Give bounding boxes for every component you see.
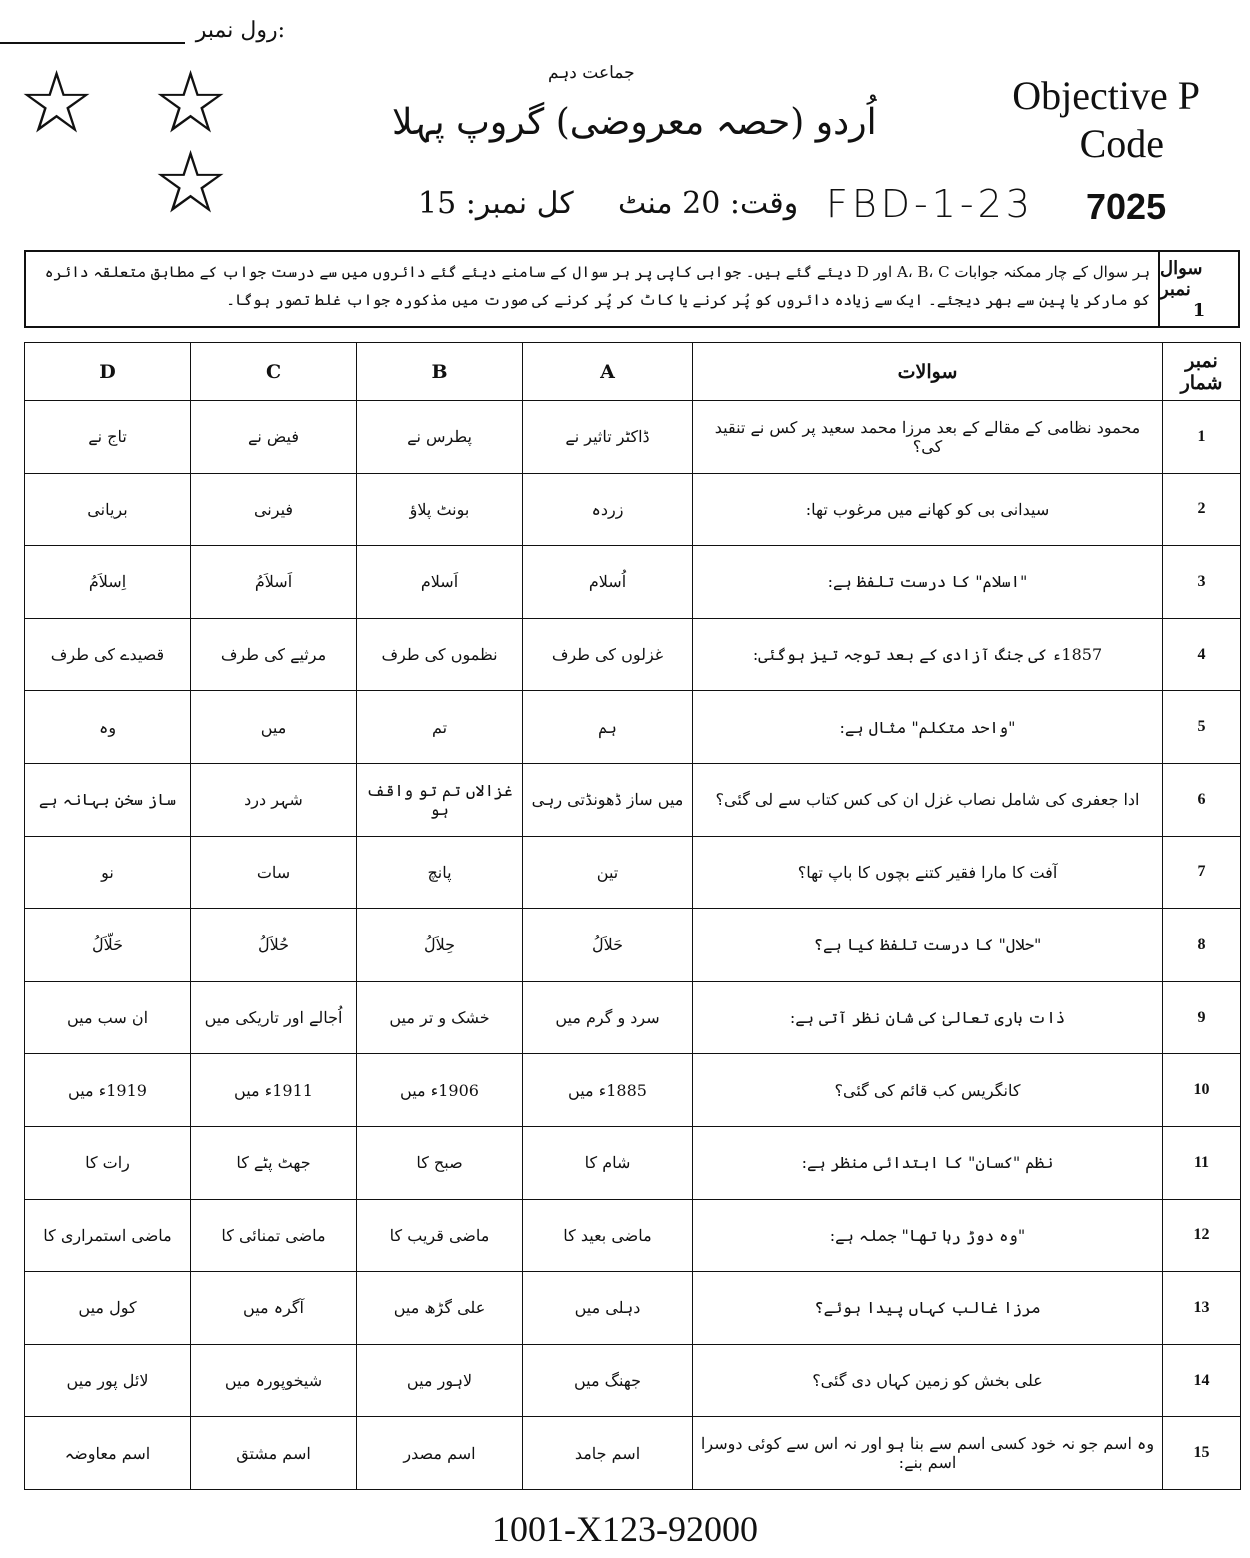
table-row (25, 691, 1241, 764)
option-b-cell: حِلاَلُ (357, 909, 523, 982)
option-a-cell: حَلاَلُ (523, 909, 693, 982)
option-c-cell: 1911ء میں (191, 1054, 357, 1127)
option-b-cell: صبح کا (357, 1126, 523, 1199)
question-number-cell: 6 (1163, 763, 1241, 836)
question-text-cell: "وہ دوڑ رہا تھا" جملہ ہے: (693, 1199, 1163, 1272)
header-option-d: D (25, 343, 191, 401)
mcq-table (24, 342, 1241, 1490)
option-c-cell: اُجالے اور تاریکی میں (191, 981, 357, 1054)
question-number-cell: 1 (1163, 401, 1241, 474)
option-a-cell: ڈاکٹر تاثیر نے (523, 401, 693, 474)
subject-title: اُردو (حصہ معروضی) گروپ پہلا (392, 102, 877, 143)
question-number-cell: 9 (1163, 981, 1241, 1054)
table-row (25, 1126, 1241, 1199)
board-code: FBD-1-23 (826, 182, 1034, 226)
question-text-cell: "حلال" کا درست تلفظ کیا ہے؟ (693, 909, 1163, 982)
option-b-cell: تم (357, 691, 523, 764)
question-number-cell: 7 (1163, 836, 1241, 909)
option-d-cell: اِسلاَمُ (25, 546, 191, 619)
table-row (25, 1272, 1241, 1345)
option-d-cell: نو (25, 836, 191, 909)
option-d-cell: اسم معاوضہ (25, 1417, 191, 1490)
option-a-cell: زردہ (523, 473, 693, 546)
instruction-box (24, 250, 1240, 328)
question-text-cell: محمود نظامی کے مقالے کے بعد مرزا محمد سعید پر کس نے تنقید کی؟ (693, 401, 1163, 474)
question-number-cell: 11 (1163, 1126, 1241, 1199)
header-row (25, 343, 1241, 401)
option-a-cell: اُسلام (523, 546, 693, 619)
option-c-cell: مرثیے کی طرف (191, 618, 357, 691)
option-b-cell: ماضی قریب کا (357, 1199, 523, 1272)
table-row (25, 401, 1241, 474)
roll-number-line (0, 42, 185, 44)
option-a-cell: ہم (523, 691, 693, 764)
paper-code: 7025 (1086, 186, 1167, 227)
star-icon: ☆ (18, 53, 96, 153)
roll-number-field (0, 18, 290, 58)
question-number-cell: 14 (1163, 1344, 1241, 1417)
option-c-cell: شہر درد (191, 763, 357, 836)
table-row (25, 1344, 1241, 1417)
question-number-cell: 13 (1163, 1272, 1241, 1345)
option-d-cell: ساز سخن بہانہ ہے (25, 763, 191, 836)
option-c-cell: اسم مشتق (191, 1417, 357, 1490)
question-text-cell: آفت کا مارا فقیر کتنے بچوں کا باپ تھا؟ (693, 836, 1163, 909)
option-b-cell: پطرس نے (357, 401, 523, 474)
option-c-cell: فیرنی (191, 473, 357, 546)
option-d-cell: تاج نے (25, 401, 191, 474)
option-d-cell: ماضی استمراری کا (25, 1199, 191, 1272)
instruction-text: ہر سوال کے چار ممکنہ جوابات A، B، C اور D دیئے گئے ہیں۔ جوابی کاپی پر ہر سوال کے سامنے دیئے گئے دائروں میں سے درست جواب کے مطابق متعلقہ دائرہ کو مارکر یا پین سے بھر دیجئے۔ ایک سے زیادہ دائروں کو پُر کرنے یا کاٹ کر پُر کرنے کی صورت میں مذکورہ جواب غلط تصور ہوگا۔ (44, 263, 1150, 309)
footer-code: 1001-X123-92000 (492, 1509, 758, 1549)
option-d-cell: حَلّاَلُ (25, 909, 191, 982)
table-row (25, 473, 1241, 546)
question-number-cell: 10 (1163, 1054, 1241, 1127)
option-c-cell: ماضی تمنائی کا (191, 1199, 357, 1272)
table-row (25, 1199, 1241, 1272)
option-c-cell: فیض نے (191, 401, 357, 474)
question-text-cell: ادا جعفری کی شامل نصاب غزل ان کی کس کتاب سے لی گئی؟ (693, 763, 1163, 836)
table-row (25, 836, 1241, 909)
option-b-cell: پانچ (357, 836, 523, 909)
roll-number-label: رول نمبر: (195, 18, 285, 43)
option-c-cell: آگرہ میں (191, 1272, 357, 1345)
question-number-cell: 3 (1163, 546, 1241, 619)
time-allowed: وقت: 20 منٹ (618, 186, 799, 221)
question-number-cell: 8 (1163, 909, 1241, 982)
option-b-cell: اسم مصدر (357, 1417, 523, 1490)
question-number-cell: 2 (1163, 473, 1241, 546)
question-text-cell: علی بخش کو زمین کہاں دی گئی؟ (693, 1344, 1163, 1417)
option-b-cell: بونٹ پلاؤ (357, 473, 523, 546)
question-number-cell: 4 (1163, 618, 1241, 691)
option-b-cell: لاہور میں (357, 1344, 523, 1417)
option-d-cell: 1919ء میں (25, 1054, 191, 1127)
header-serial: نمبر شمار (1163, 343, 1241, 401)
option-a-cell: دہلی میں (523, 1272, 693, 1345)
question-text-cell: ذات باری تعالیٰ کی شان نظر آتی ہے: (693, 981, 1163, 1054)
option-c-cell: اَسلاَمُ (191, 546, 357, 619)
grade-label: جماعت دہم (548, 63, 635, 83)
option-d-cell: بریانی (25, 473, 191, 546)
question-label: سوال نمبر (1160, 257, 1203, 300)
table-row (25, 1417, 1241, 1490)
option-a-cell: جھنگ میں (523, 1344, 693, 1417)
question-rows (25, 401, 1241, 1490)
option-a-cell: ماضی بعید کا (523, 1199, 693, 1272)
star-icon: ☆ (152, 133, 230, 233)
option-a-cell: میں ساز ڈھونڈتی رہی (523, 763, 693, 836)
header-option-c: C (191, 343, 357, 401)
question-number: 1 (1192, 299, 1206, 321)
header-questions: سوالات (693, 343, 1163, 401)
option-c-cell: شیخوپورہ میں (191, 1344, 357, 1417)
option-a-cell: سرد و گرم میں (523, 981, 693, 1054)
option-d-cell: قصیدے کی طرف (25, 618, 191, 691)
table-row (25, 618, 1241, 691)
table-row (25, 1054, 1241, 1127)
objective-label: Objective P (1012, 73, 1200, 118)
option-b-cell: غزالاں تم تو واقف ہو (357, 763, 523, 836)
question-text-cell: نظم "کسان" کا ابتدائی منظر ہے: (693, 1126, 1163, 1199)
question-number-label (1158, 252, 1238, 326)
option-b-cell: اَسلام (357, 546, 523, 619)
option-a-cell: 1885ء میں (523, 1054, 693, 1127)
star-icon: ☆ (152, 53, 230, 153)
option-c-cell: حُلاَلُ (191, 909, 357, 982)
option-d-cell: وہ (25, 691, 191, 764)
option-c-cell: میں (191, 691, 357, 764)
option-d-cell: کول میں (25, 1272, 191, 1345)
option-a-cell: تین (523, 836, 693, 909)
header-option-a: A (523, 343, 693, 401)
option-b-cell: نظموں کی طرف (357, 618, 523, 691)
option-a-cell: شام کا (523, 1126, 693, 1199)
table-row (25, 763, 1241, 836)
code-label: Code (1079, 121, 1164, 166)
exam-meta (418, 182, 1198, 236)
option-b-cell: خشک و تر میں (357, 981, 523, 1054)
option-d-cell: ان سب میں (25, 981, 191, 1054)
question-number-cell: 5 (1163, 691, 1241, 764)
table-row (25, 546, 1241, 619)
header-option-b: B (357, 343, 523, 401)
option-d-cell: لائل پور میں (25, 1344, 191, 1417)
question-number-cell: 12 (1163, 1199, 1241, 1272)
option-a-cell: اسم جامد (523, 1417, 693, 1490)
option-a-cell: غزلوں کی طرف (523, 618, 693, 691)
table-row (25, 909, 1241, 982)
total-marks: کل نمبر: 15 (418, 186, 574, 221)
option-b-cell: 1906ء میں (357, 1054, 523, 1127)
option-c-cell: سات (191, 836, 357, 909)
question-number-cell: 15 (1163, 1417, 1241, 1490)
question-text-cell: مرزا غالب کہاں پیدا ہوئے؟ (693, 1272, 1163, 1345)
option-c-cell: جھٹ پٹے کا (191, 1126, 357, 1199)
question-text-cell: کانگریس کب قائم کی گئی؟ (693, 1054, 1163, 1127)
table-row (25, 981, 1241, 1054)
option-d-cell: رات کا (25, 1126, 191, 1199)
option-b-cell: علی گڑھ میں (357, 1272, 523, 1345)
question-text-cell: "واحد متکلم" مثال ہے: (693, 691, 1163, 764)
question-text-cell: "اسلام" کا درست تلفظ ہے: (693, 546, 1163, 619)
question-text-cell: وہ اسم جو نہ خود کسی اسم سے بنا ہو اور نہ اس سے کوئی دوسرا اسم بنے: (693, 1417, 1163, 1490)
question-text-cell: سیدانی بی کو کھانے میں مرغوب تھا: (693, 473, 1163, 546)
question-text-cell: 1857ء کی جنگ آزادی کے بعد توجہ تیز ہوگئی: (693, 618, 1163, 691)
